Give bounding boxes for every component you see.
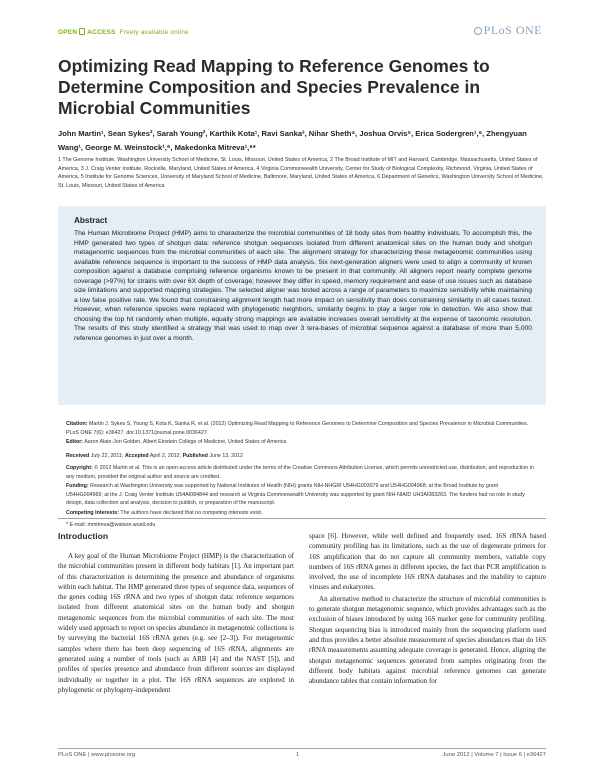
intro-right-column: [309, 531, 546, 687]
abstract-text: The Human Microbiome Project (HMP) aims to characterize the microbial communities of 18 body sites from healthy individuals. To accomplish this, the HMP generated two types of shotgun data: reference shotgun sequences isolated from different anatomical sites on the human body and shotgun metagenomic sequences from the microbial communities of each site. The alignment strategy for characterizing these metagenomic communities using available reference sequence is important to the success of HMP data analysis. Six next-generation aligners were used to align a community of known composition against a database comprising reference organisms known to be present in that community. All aligners report nearly complete genome coverage (>97%) for strains with over 6X depth of coverage; however they differ in speed, memory requirement and ease of use issues such as database size limitations and supported mapping strategies. The selected aligner was tested across a range of parameters to maximize sensitivity while maintaining a low false positive rate. We found that constraining alignment length had more impact on sensitivity than does constraining similarity in all cases tested. However, when reference species were replaced with phylogenetic neighbors, similarity begins to play a larger role in detection. We also show that choosing the top hit randomly when multiple, equally strong mappings are available increases overall sensitivity at the expense of taxonomic resolution. The results of this study identified a strategy that was used to map over 3 tera-bases of microbial sequence against a database of more than 5,000 reference genomes in just over a month.: [74, 230, 532, 342]
editor-line: Editor: Aaron Alain-Jon Golden, Albert Einstein College of Medicine, United States of America: [66, 439, 287, 445]
logo-circle-icon: [474, 27, 482, 35]
funding-block: Funding: Research at Washington University was supported by National Institutes of Health (NIH) grants NIH-NHGRI U54HG003079 and U54HG004968; at the Broad Institute by grant U54HG004969; at the J. Craig Venter Institute U54AI084844 and research at Virginia Commonwealth University was supported by grant NIH-NIAID UH3AI083263. The funders had no role in study design, data collection and analysis, decision to publish, or preparation of the manuscript.: [66, 483, 525, 507]
page-number: 1: [296, 752, 300, 758]
meta-divider: [58, 518, 546, 519]
abstract-heading: Abstract: [74, 216, 108, 225]
right-paragraph-1: space [6]. However, while well defined and frequently used, 16S rRNA based community profiling has its limitations, such as the use of degenerate primers for 16S amplification that do not capture all community members, variable copy numbers of 16S rRNA genes in different species, the fact that PCR amplification is involved, the use of incomplete 16S rRNA databases and the inability to capture viruses and eukaryotes.: [309, 532, 546, 592]
journal-header: [58, 23, 542, 40]
email-line: * E-mail: mmitreva@watson.wustl.edu: [66, 522, 156, 528]
footer-issue: June 2012 | Volume 7 | Issue 6 | e36427: [442, 752, 546, 758]
author-list: John Martin¹, Sean Sykes², Sarah Young², Karthik Kota¹, Ravi Sanka³, Nihar Sheth⁴, Joshua Orvis⁵, Erica Sodergren¹,⁶, Zhengyuan Wang¹, George M. Weinstock¹,⁶, Makedonka Mitreva¹,⁶*: [58, 129, 527, 152]
dates-line: Received July 22, 2011; Accepted April 2, 2012; Published June 13, 2012: [66, 453, 243, 459]
introduction-heading: Introduction: [58, 531, 109, 541]
affiliations: 1 The Genome Institute, Washington University School of Medicine, St. Louis, Missouri, United States of America, 2 The Broad Institute of MIT and Harvard, Cambridge, Massachusetts, United States of America, 3 J. Craig Venter Institute, Rockville, Maryland, United States of America, 4 Virginia Commonwealth University, Center for Study of Biological Complexity, Richmond, Virginia, United States of America, 5 Institute for Genome Sciences, University of Maryland School of Medicine, Baltimore, Maryland, United States of America, 6 Department of Genetics, Washington University School of Medicine, St. Louis, Missouri, United States of America: [58, 157, 544, 189]
competing-interests-line: Competing Interests: The authors have declared that no competing interests exist.: [66, 510, 263, 516]
footer-journal-site[interactable]: PLoS ONE | www.plosone.org: [58, 752, 136, 758]
open-lock-icon: [79, 28, 85, 35]
footer-divider: [58, 748, 546, 749]
right-paragraph-2: An alternative method to characterize the structure of microbial communities is to generate shotgun metagenomic sequence, which provides advantages such as the exclusion of biases introduced by using 16S marker gene for community profiling. Shotgun sequencing bias is introduced mainly from the sequencing platform used and thus provides a better absolute measurement of species abundances than do 16S rRNA measurements assuming adequate coverage is generated. Hence, aligning the shotgun metagenomic sequences generated from samples originating from the different body habitats against microbial reference genomes can generate abundance tables that contain information for: [309, 594, 546, 686]
citation-block: Citation: Martin J, Sykes S, Young S, Kota K, Sanka R, et al. (2012) Optimizing Read Mapping to Reference Genomes to Determine Composition and Species Prevalence in Microbial Communities. PLoS ONE 7(6): e36427. doi:10.1371/journal.pone.0036427: [66, 421, 529, 436]
copyright-block: Copyright: © 2012 Martin et al. This is an open-access article distributed under the terms of the Creative Commons Attribution License, which permits unrestricted use, distribution, and reproduction in any medium, provided the original author and source are credited.: [66, 465, 534, 480]
open-access-badge: OPEN ACCESS Freely available online: [58, 29, 189, 36]
article-title: Optimizing Read Mapping to Reference Genomes to Determine Composition and Species Prevalence in Microbial Communities: [58, 56, 490, 118]
plos-one-logo: PLoS ONE: [472, 23, 542, 38]
intro-left-column: A key goal of the Human Microbiome Project (HMP) is the characterization of the microbial communities present in different body habitats [1]. An important part of this characterization is determining the presence and abundance of organisms within each habitat. The HMP generated three types of sequence data, sequences of the genes coding 16S rRNA and two types of shotgun data: reference sequences isolated from different anatomical sites on the human body and shotgun metagenomic sequences from the microbial communities of each site. The most widely used approach to report on species abundance in metagenomic collections is by surveying the bacterial 16S rRNA genes (e.g. see [2–3]). For metagenomic samples where there has been deep sequencing of 16S rRNA, alignments are generated using a number of tools (such as ARB [4] and the NAST [5]), and profiles of species presence and abundance from different sources are displayed individually or together in a plot. The 16S rRNA sequences are explored in phylogenetic or phylogeny-independent: [58, 552, 294, 694]
freely-available-label: Freely available online: [119, 29, 189, 36]
